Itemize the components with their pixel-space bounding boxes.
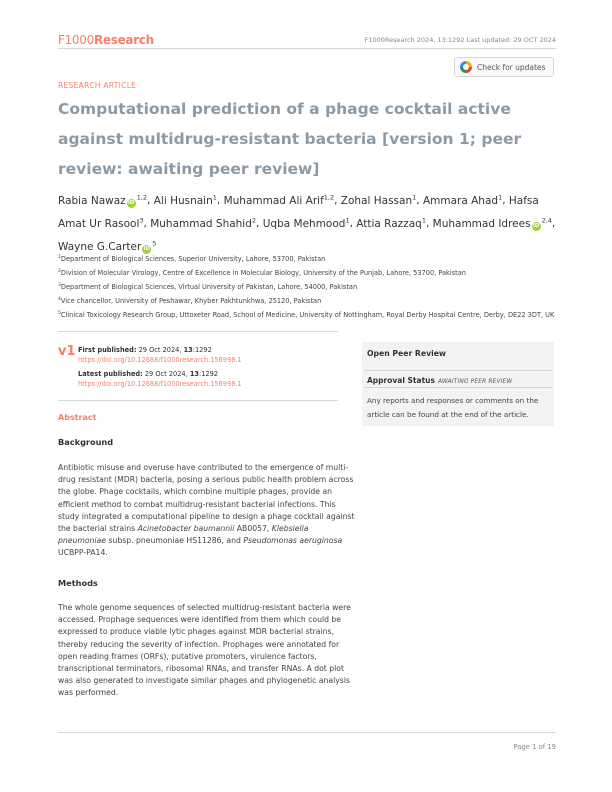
citation-line: F1000Research 2024, 13:1292 Last updated: 29 OCT 2024 xyxy=(364,36,556,44)
orcid-icon[interactable]: iD xyxy=(532,222,540,229)
author-separator: , xyxy=(416,194,423,207)
version-badge: v1 xyxy=(58,344,76,359)
affiliation-text: Clinical Toxicology Research Group, Uttoxeter Road, School of Medicine, University of Nottingham, Royal Derby Hospital Centre, Derby, DE22 3DT, UK xyxy=(60,310,555,319)
page-number: Page 1 of 19 xyxy=(513,743,556,751)
species-acinetobacter: Acinetobacter baumannii xyxy=(137,524,235,534)
author-separator: , xyxy=(216,194,224,207)
methods-paragraph: The whole genome sequences of selected multidrug-resistant bacteria were accessed. Prophage sequences were identified from them which could be expressed to produce viable lytic phages against MDR bacterial strains, thereby reducing the severity of infection. Prophages were annotated for open reading frames (ORFs), putative promoters, virulence factors, transcriptional terminators, ribosomal RNAs, and transfer RNAs. A dot plot was also generated to investigate similar phages and phylogenetic analysis was performed. xyxy=(58,603,351,698)
affiliation-text: Department of Biological Sciences, Superior University, Lahore, 53700, Pakistan xyxy=(60,255,326,264)
check-for-updates-button[interactable] xyxy=(454,57,554,77)
author-name: Ali Husnain xyxy=(153,194,213,207)
author-list xyxy=(58,188,558,257)
affiliation-text: Division of Molecular Virology, Centre of Excellence in Molecular Biology, University of the Punjab, Lahore, 53700, Pakistan xyxy=(60,269,466,278)
author-name: Muhammad Idrees xyxy=(432,217,531,230)
affiliation xyxy=(58,280,558,294)
footer-divider xyxy=(58,732,556,733)
author-affiliation-ref: 1,2 xyxy=(323,193,335,201)
methods-heading: Methods xyxy=(58,578,98,588)
header-divider xyxy=(58,48,556,49)
latest-published-date: 29 Oct 2024, xyxy=(144,370,188,378)
approval-status-value: AWAITING PEER REVIEW xyxy=(437,379,513,385)
author[interactable] xyxy=(58,241,156,253)
author-separator: , xyxy=(551,217,556,230)
author-separator: , xyxy=(349,217,357,230)
author-name: Ammara Ahad xyxy=(422,194,499,207)
author-separator: , xyxy=(425,217,433,230)
author-name: Rabia Nawaz xyxy=(58,194,126,207)
author-affiliation-ref: 1 xyxy=(212,193,217,201)
crossmark-icon xyxy=(460,61,472,73)
author-separator: , xyxy=(334,194,341,207)
author-separator: , xyxy=(147,194,154,207)
author-name: Attia Razzaq xyxy=(356,217,422,230)
latest-published-page: :1292 xyxy=(199,370,219,378)
species-pseudomonas: Pseudomonas aeruginosa xyxy=(243,536,343,546)
author-separator: , xyxy=(256,217,263,230)
latest-published-label: Latest published: xyxy=(78,370,143,378)
author[interactable] xyxy=(150,218,256,230)
background-heading: Background xyxy=(58,437,114,447)
author-name: Uqba Mehmood xyxy=(262,217,346,230)
logo-prefix: F1000 xyxy=(58,33,94,47)
first-published-page: :1292 xyxy=(192,346,212,354)
affiliation-list xyxy=(58,252,558,321)
article-type: RESEARCH ARTICLE xyxy=(58,81,137,90)
abstract-heading: Abstract xyxy=(58,413,97,422)
logo-suffix: Research xyxy=(93,33,154,47)
affiliation-number: 5 xyxy=(58,310,61,316)
f1000research-logo[interactable] xyxy=(58,33,154,47)
orcid-icon[interactable]: iD xyxy=(143,245,150,252)
first-published-date: 29 Oct 2024, xyxy=(138,346,182,354)
species-klebsiella: Klebsiella pneumoniae xyxy=(58,524,309,546)
latest-published-doi-link[interactable]: https://doi.org/10.12688/f1000research.156998.1 xyxy=(78,380,242,388)
author[interactable] xyxy=(263,218,350,230)
author[interactable] xyxy=(433,218,552,230)
first-published-volume: 13 xyxy=(183,346,193,354)
affiliation xyxy=(58,266,558,280)
author-separator: , xyxy=(143,217,151,230)
affiliation xyxy=(58,252,558,266)
open-peer-review-heading: Open Peer Review xyxy=(367,349,447,358)
article-title: Computational prediction of a phage cocktail active against multidrug-resistant bacteria [version 1; peer review: awaiting peer review] xyxy=(58,100,522,178)
peer-review-note: Any reports and responses or comments on the article can be found at the end of the article. xyxy=(367,396,539,419)
author-name: Zohal Hassan xyxy=(340,194,413,207)
first-published xyxy=(78,345,338,365)
affiliation xyxy=(58,294,558,308)
author-name: Hafsa Amat Ur Rasool xyxy=(58,194,539,230)
background-text-4: UCBPP-PA14. xyxy=(58,548,108,558)
author[interactable] xyxy=(224,195,335,207)
approval-status xyxy=(367,376,512,385)
author-affiliation-ref: 1 xyxy=(412,193,417,201)
author-affiliation-ref: 3 xyxy=(139,216,144,224)
author-affiliation-ref: 1 xyxy=(345,216,350,224)
author-name: Muhammad Shahid xyxy=(150,217,252,230)
first-published-doi-link[interactable]: https://doi.org/10.12688/f1000research.156998.1 xyxy=(78,356,242,364)
latest-published xyxy=(78,369,338,389)
author-affiliation-ref: 1 xyxy=(498,193,503,201)
author-affiliation-ref: 5 xyxy=(152,239,157,247)
first-published-label: First published: xyxy=(78,346,137,354)
background-text-2: AB0057, xyxy=(234,524,272,534)
author-affiliation-ref: 1,2 xyxy=(136,193,148,201)
approval-status-label: Approval Status xyxy=(367,376,435,385)
author[interactable] xyxy=(423,195,502,207)
author-name: Wayne G.Carter xyxy=(58,240,142,253)
background-text-3: subsp. pneumoniae HS11286, and xyxy=(106,536,244,546)
affiliation-number: 1 xyxy=(58,255,61,260)
affiliation-text: Vice chancellor, University of Peshawar, Khyber Pakhtunkhwa, 25120, Pakistan xyxy=(60,296,322,305)
panel-divider xyxy=(364,370,552,371)
author-affiliation-ref: 2 xyxy=(251,216,257,224)
section-divider-2 xyxy=(58,400,338,401)
affiliation xyxy=(58,308,558,322)
affiliation-number: 2 xyxy=(58,268,61,274)
author-name: Muhammad Ali Arif xyxy=(223,194,324,207)
background-text-1: Antibiotic misuse and overuse have contributed to the emergence of multi-drug resistant (MDR) bacteria, posing a serious public health problem across the globe. Phage cocktails, which combine multiple phages, provide an efficient method to combat multidrug-resistant bacterial infections. This study integrated a computational pipeline to design a phage cocktail against the bacterial strains xyxy=(58,463,355,534)
affiliation-text: Department of Biological Sciences, Virtual University of Pakistan, Lahore, 54000, Pakistan xyxy=(60,282,358,291)
section-divider xyxy=(58,331,338,332)
author[interactable] xyxy=(341,195,416,207)
author-affiliation-ref: 1 xyxy=(421,216,426,224)
panel-divider-2 xyxy=(364,387,552,388)
author[interactable] xyxy=(154,195,217,207)
orcid-icon[interactable]: iD xyxy=(127,199,135,206)
author-separator: , xyxy=(502,194,509,207)
affiliation-number: 4 xyxy=(58,296,61,302)
author[interactable] xyxy=(58,195,147,207)
background-paragraph xyxy=(58,462,358,560)
author[interactable] xyxy=(356,218,426,230)
check-for-updates-label: Check for updates xyxy=(477,62,546,72)
author-affiliation-ref: 2,4 xyxy=(541,216,552,224)
latest-published-volume: 13 xyxy=(189,370,200,378)
affiliation-number: 3 xyxy=(58,282,61,288)
